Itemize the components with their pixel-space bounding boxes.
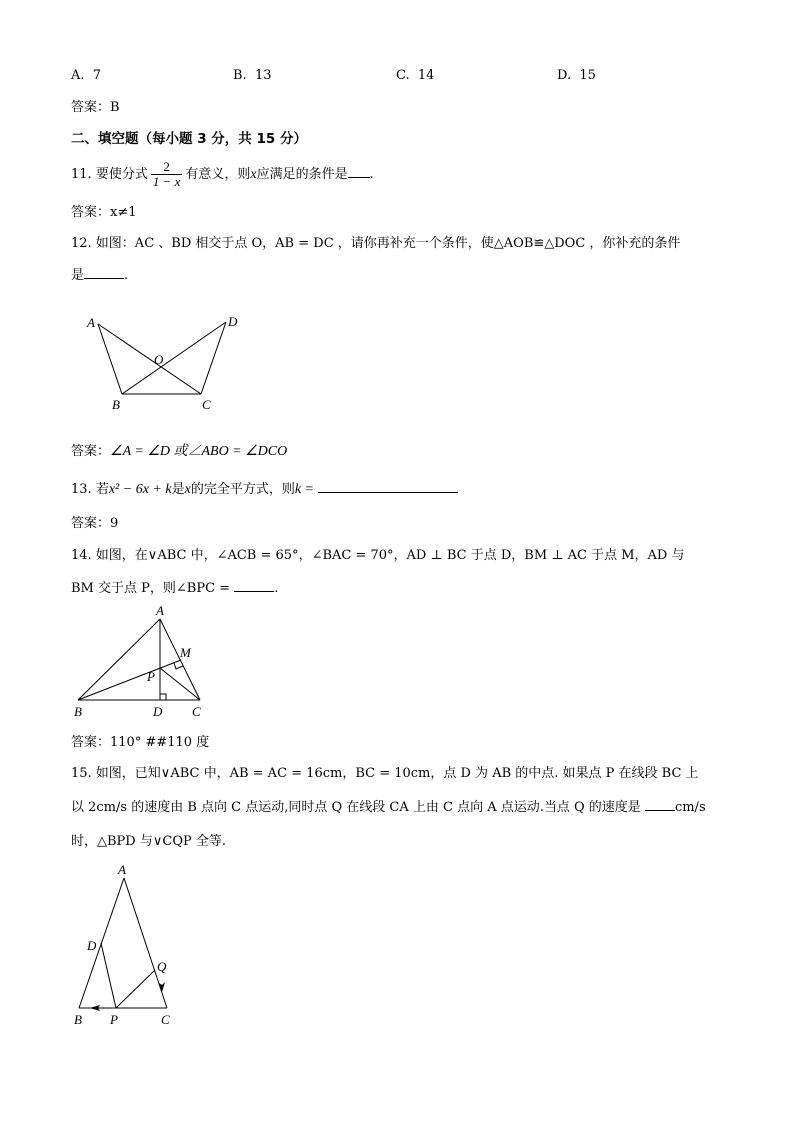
q14-question-line1: 14. 如图，在∨ABC 中，∠ACB = 65°，∠BAC = 70°，AD ⊥ BC 于点 D，BM ⊥ AC 于点 M，AD 与 (71, 548, 685, 563)
segment-ab (98, 324, 122, 394)
segment-bd (122, 322, 226, 394)
q14-figure (70, 603, 220, 723)
q12-answer: 答案：∠A = ∠D 或∠ABO = ∠DCO (71, 444, 288, 459)
q11-fraction: $\frac{2}{1 - x}$ (152, 159, 181, 189)
q10-choice-b: B. 13 (233, 68, 272, 83)
label-d: D (153, 704, 163, 719)
q14-answer: 答案：110° ##110 度 (71, 735, 210, 750)
segment-ab (78, 619, 160, 700)
label-a: A (156, 603, 164, 618)
q10-answer: 答案：B (71, 100, 120, 115)
label-b: B (74, 1012, 82, 1027)
segment-ac (124, 878, 167, 1008)
label-o: O (154, 352, 164, 367)
q11-question: 11. 要使分式 $\frac{2}{1 - x}$ 有意义，则x应满足的条件是 . (71, 159, 374, 189)
label-d: D (228, 314, 238, 329)
label-p: P (147, 669, 155, 684)
segment-ac (98, 324, 201, 394)
label-c: C (161, 1012, 170, 1027)
label-a: A (118, 862, 126, 877)
q12-figure (80, 308, 250, 418)
q11-answer: 答案：x≠1 (71, 205, 137, 220)
q15-figure (70, 860, 190, 1030)
label-m: M (180, 645, 191, 660)
segment-pq (116, 970, 155, 1008)
q13-blank (318, 480, 458, 493)
q11-blank (348, 165, 370, 178)
q15-question-line2: 以 2cm/s 的速度由 B 点向 C 点运动,同时点 Q 在线段 CA 上由 C 点向 A 点运动.当点 Q 的速度是 cm/s (71, 800, 706, 815)
q13-answer: 答案：9 (71, 516, 119, 531)
label-p: P (110, 1012, 118, 1027)
segment-dp (101, 943, 116, 1008)
q12-question-line1: 12. 如图：AC 、BD 相交于点 O，AB = DC ，请你再补充一个条件，使△AOB≌△DOC ，你补充的条件 (71, 236, 681, 251)
q10-choice-c: C. 14 (396, 68, 435, 83)
q15-question-line3: 时，△BPD 与∨CQP 全等. (71, 834, 226, 849)
segment-cd (201, 322, 226, 394)
label-b: B (74, 704, 82, 719)
right-angle-mark-d (160, 694, 166, 700)
q12-question-line2: 是 . (71, 268, 129, 283)
label-c: C (202, 397, 211, 412)
q10-choice-d: D. 15 (557, 68, 596, 83)
q15-blank (645, 798, 675, 811)
label-c: C (192, 704, 201, 719)
section-2-title: 二、填空题（每小题 3 分，共 15 分） (71, 131, 307, 147)
q10-choice-a: A. 7 (71, 68, 102, 83)
label-b: B (112, 397, 120, 412)
q14-blank (234, 579, 274, 592)
label-a: A (87, 315, 95, 330)
q14-question-line2: BM 交于点 P，则∠BPC = . (71, 581, 279, 596)
q13-question: 13. 若x² − 6x + k是x的完全平方式，则k = (71, 480, 458, 499)
q15-question-line1: 15. 如图，已知∨ABC 中，AB = AC = 16cm，BC = 10cm，点 D 为 AB 的中点. 如果点 P 在线段 BC 上 (71, 766, 699, 781)
q12-blank (84, 266, 124, 279)
label-d: D (87, 938, 97, 953)
label-q: Q (157, 959, 167, 974)
